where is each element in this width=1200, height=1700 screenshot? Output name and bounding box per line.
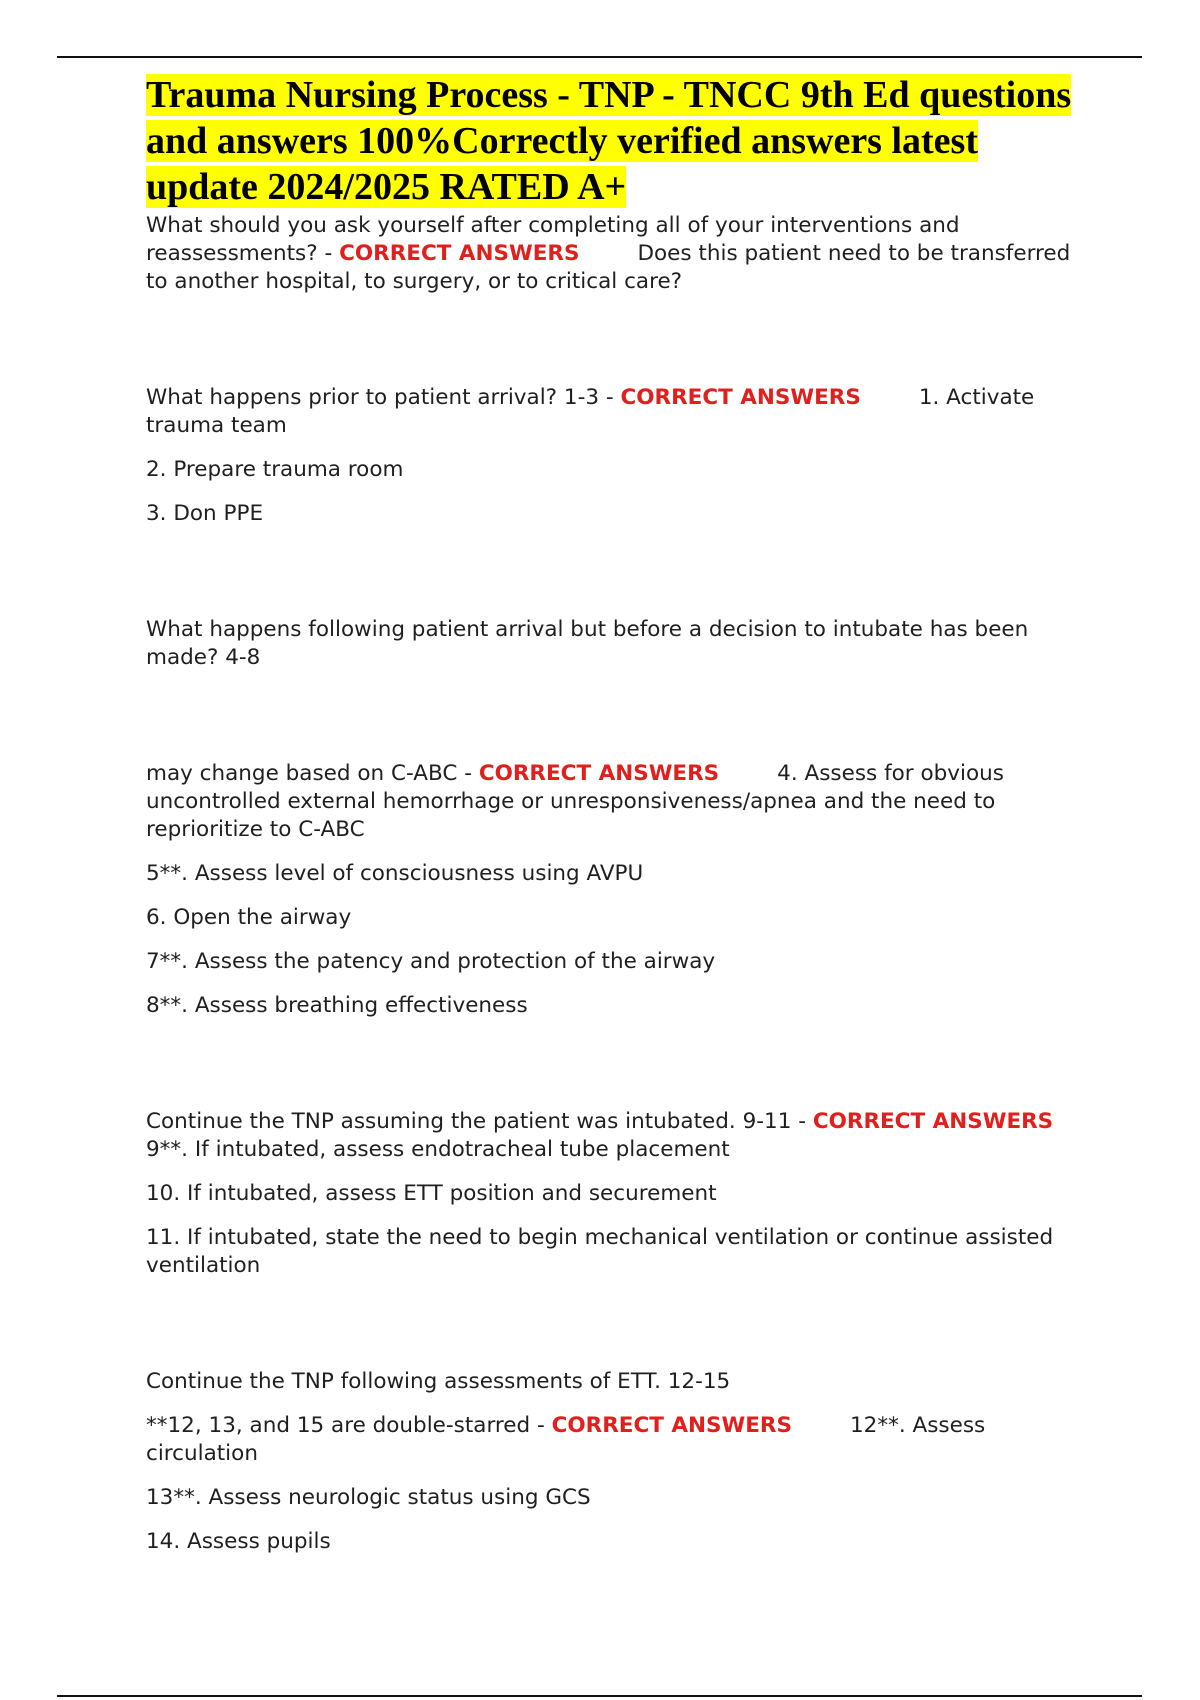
qa-block-5 <box>146 1108 1086 1164</box>
qa-block-2 <box>146 384 1086 440</box>
answer-text: 4. Assess for obvious uncontrolled external hemorrhage or unresponsiveness/apnea and the need to reprioritize to C-ABC <box>146 761 1004 842</box>
question-text: Continue the TNP following assessments of ETT. 12-15 <box>146 1369 731 1394</box>
correct-answers-label: CORRECT ANSWERS <box>339 241 580 266</box>
answer-text: 9**. If intubated, assess endotracheal tube placement <box>146 1137 730 1162</box>
bottom-rule <box>57 1695 1142 1697</box>
answer-item: 11. If intubated, state the need to begin mechanical ventilation or continue assisted ventilation <box>146 1225 1054 1278</box>
question-text: may change based on C-ABC - <box>146 761 472 786</box>
answer-item: 13**. Assess neurologic status using GCS <box>146 1485 591 1510</box>
correct-answers-label: CORRECT ANSWERS <box>478 761 720 786</box>
question-text: What should you ask yourself after completing all of your interventions and reassessments? - <box>146 213 960 266</box>
answer-item: 2. Prepare trauma room <box>146 457 404 482</box>
correct-answers-label: CORRECT ANSWERS <box>620 385 861 410</box>
document-body <box>146 72 1086 1556</box>
answer-text: 1. Activate trauma team <box>146 385 1035 438</box>
answer-text: 12**. Assess circulation <box>146 1413 986 1466</box>
question-text-line2: **12, 13, and 15 are double-starred - <box>146 1413 545 1438</box>
answer-text: Does this patient need to be transferred to another hospital, to surgery, or to critical care? <box>146 241 1071 294</box>
answer-item: 10. If intubated, assess ETT position and securement <box>146 1181 717 1206</box>
answer-item: 3. Don PPE <box>146 501 264 526</box>
question-text: Continue the TNP assuming the patient was intubated. 9-11 - <box>146 1109 806 1134</box>
correct-answers-label: CORRECT ANSWERS <box>812 1109 1054 1134</box>
question-text: What happens prior to patient arrival? 1-3 - <box>146 385 614 410</box>
answer-item: 14. Assess pupils <box>146 1529 331 1554</box>
answer-item: 8**. Assess breathing effectiveness <box>146 993 528 1018</box>
correct-answers-label: CORRECT ANSWERS <box>551 1413 792 1438</box>
answer-item: 7**. Assess the patency and protection of the airway <box>146 949 716 974</box>
document-title: Trauma Nursing Process - TNP - TNCC 9th Ed questions and answers 100%Correctly verified answers latest update 2024/2025 RATED A+ <box>146 74 1072 208</box>
qa-block-1 <box>146 212 1086 296</box>
answer-item: 5**. Assess level of consciousness using AVPU <box>146 861 644 886</box>
qa-block-6 <box>146 1412 1086 1468</box>
qa-block-4 <box>146 760 1086 844</box>
question-text: What happens following patient arrival but before a decision to intubate has been made? 4-8 <box>146 617 1029 670</box>
answer-item: 6. Open the airway <box>146 905 352 930</box>
top-rule <box>57 56 1142 58</box>
